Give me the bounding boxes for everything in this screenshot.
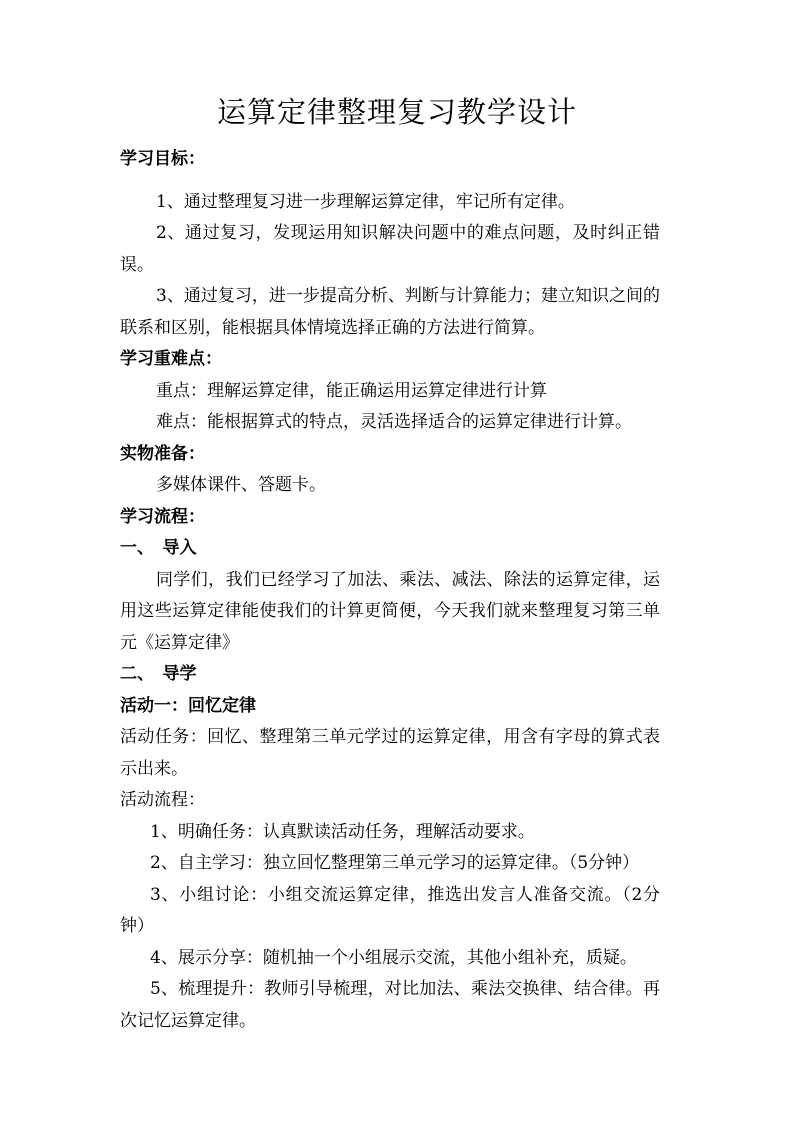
process-heading: 学习流程： (120, 506, 205, 527)
document-title: 运算定律整理复习教学设计 (216, 95, 577, 129)
materials-text: 多媒体课件、答题卡。 (156, 475, 326, 495)
key-point: 重点：理解运算定律，能正确运用运算定律进行计算 (156, 380, 547, 401)
document-body (120, 144, 660, 1037)
objective-item: 1、通过整理复习进一步理解运算定律，牢记所有定律。 (156, 191, 575, 212)
materials-heading: 实物准备： (120, 443, 205, 464)
section-heading-guide: 二、 导学 (120, 664, 197, 684)
objective-item: 2、通过复习，发现运用知识解决问题中的难点问题，及时纠正错误。 (120, 223, 660, 275)
activity-step: 5、梳理提升：教师引导梳理，对比加法、乘法交换律、结合律。再次记忆运算定律。 (120, 979, 660, 1031)
activity-step: 1、明确任务：认真默读活动任务，理解活动要求。 (150, 821, 535, 842)
objective-item: 3、通过复习，进一步提高分析、判断与计算能力；建立知识之间的联系和区别，能根据具体情境选择正确的方法进行简算。 (120, 286, 660, 338)
activity-step: 3、小组讨论：小组交流运算定律，推选出发言人准备交流。（2分钟） (120, 884, 660, 936)
activity-flow-label: 活动流程： (120, 790, 205, 810)
section-heading-intro: 一、 导入 (120, 538, 197, 558)
difficult-point: 难点：能根据算式的特点，灵活选择适合的运算定律进行计算。 (156, 412, 632, 432)
key-points-heading: 学习重难点： (120, 349, 222, 369)
activity-heading: 活动一：回忆定律 (120, 695, 256, 716)
objectives-heading: 学习目标： (120, 149, 205, 169)
activity-step: 2、自主学习：独立回忆整理第三单元学习的运算定律。（5分钟） (150, 853, 640, 873)
activity-step: 4、展示分享：随机抽一个小组展示交流，其他小组补充，质疑。 (150, 947, 637, 968)
intro-paragraph: 同学们，我们已经学习了加法、乘法、减法、除法的运算定律，运用这些运算定律能使我们的计算更简便，今天我们就来整理复习第三单元《运算定律》 (120, 569, 660, 653)
activity-task: 活动任务：回忆、整理第三单元学过的运算定律，用含有字母的算式表示出来。 (120, 727, 660, 779)
